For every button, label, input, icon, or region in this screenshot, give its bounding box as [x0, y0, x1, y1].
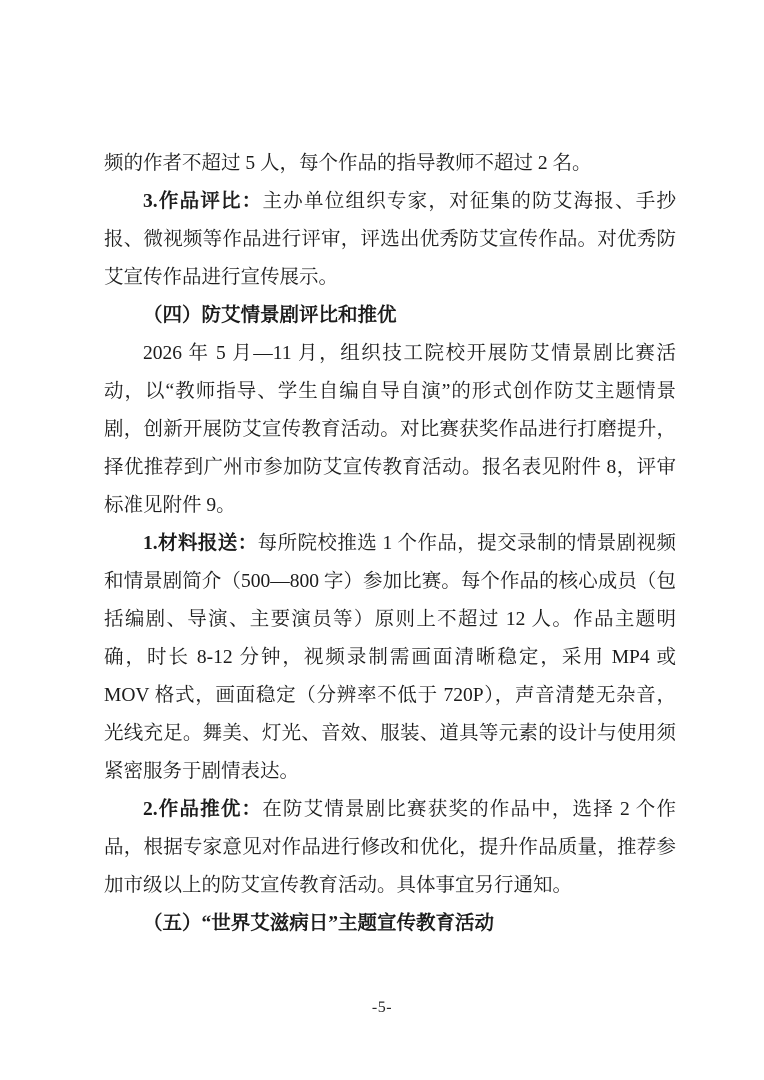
section-heading: （五）“世界艾滋病日”主题宣传教育活动 — [143, 913, 495, 934]
paragraph: 3.作品评比：主办单位组织专家，对征集的防艾海报、手抄报、微视频等作品进行评审，评选出优秀防艾宣传作品。对优秀防艾宣传作品进行宣传展示。 — [104, 191, 676, 288]
paragraph: 频的作者不超过 5 人，每个作品的指导教师不超过 2 名。 — [104, 153, 592, 174]
paragraph-lead-label: 2.作品推优： — [143, 799, 263, 820]
document-body — [104, 145, 676, 943]
paragraph-lead-label: 3.作品评比： — [143, 191, 263, 212]
section-heading: （四）防艾情景剧评比和推优 — [143, 305, 397, 326]
page-number: -5- — [371, 999, 393, 1016]
paragraph: 2.作品推优：在防艾情景剧比赛获奖的作品中，选择 2 个作品，根据专家意见对作品进行修改和优化，提升作品质量，推荐参加市级以上的防艾宣传教育活动。具体事宜另行通知。 — [104, 799, 676, 896]
paragraph: 2026 年 5 月—11 月，组织技工院校开展防艾情景剧比赛活动，以“教师指导、学生自编自导自演”的形式创作防艾主题情景剧，创新开展防艾宣传教育活动。对比赛获奖作品进行打磨提升，择优推荐到广州市参加防艾宣传教育活动。报名表见附件 8，评审标准见附件 9。 — [104, 343, 676, 516]
paragraph: 1.材料报送：每所院校推选 1 个作品，提交录制的情景剧视频和情景剧简介（500—800 字）参加比赛。每个作品的核心成员（包括编剧、导演、主要演员等）原则上不超过 12 人。作品主题明确，时长 8-12 分钟，视频录制需画面清晰稳定，采用 MP4 或 MOV 格式，画面稳定（分辨率不低于 720P），声音清楚无杂音，光线充足。舞美、灯光、音效、服装、道具等元素的设计与使用须紧密服务于剧情表达。 — [104, 533, 676, 782]
paragraph-lead-label: 1.材料报送： — [143, 533, 258, 554]
